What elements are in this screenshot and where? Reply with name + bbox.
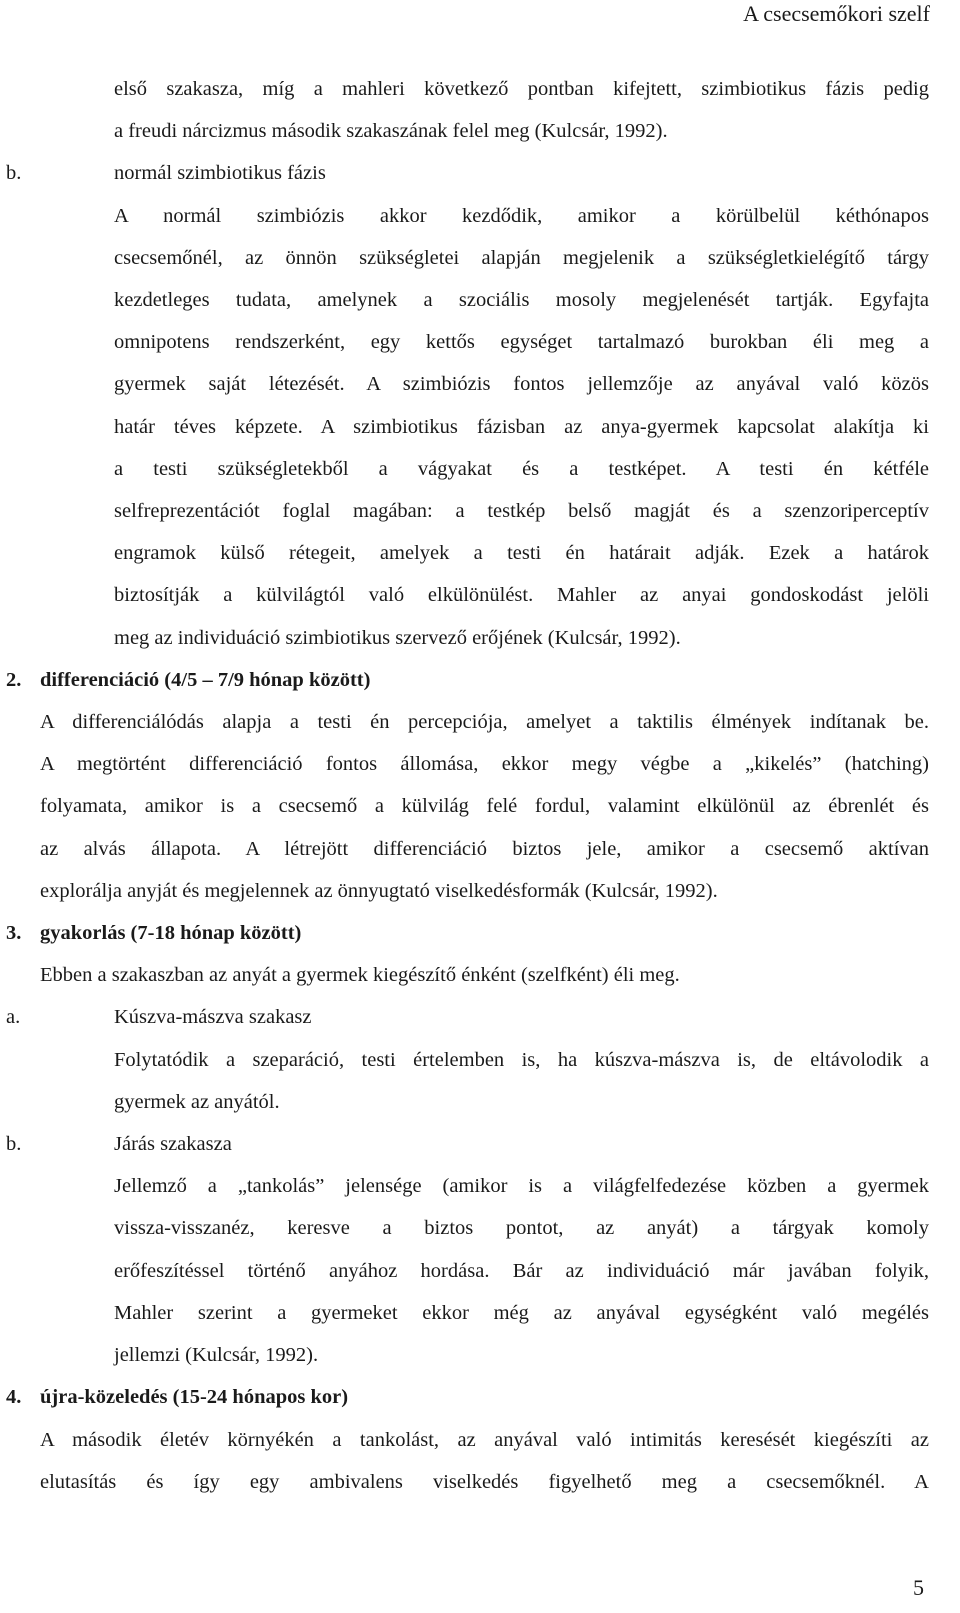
page-body xyxy=(6,68,929,1503)
section-heading-4 xyxy=(6,1376,929,1418)
text-line: elutasítás és így egy ambivalens viselkedés figyelhető meg a csecsemőknél. A xyxy=(40,1470,929,1493)
section-heading-2 xyxy=(6,659,929,701)
subsection-title: normál szimbiotikus fázis xyxy=(114,162,326,185)
text-line: vissza-visszanéz, keresve a biztos pontot, az anyát) a tárgyak komoly xyxy=(114,1217,929,1240)
subsection-title: Járás szakasza xyxy=(114,1133,232,1156)
section-number: 4. xyxy=(6,1386,22,1409)
text-line: jellemzi (Kulcsár, 1992). xyxy=(114,1344,319,1367)
subsection-title: Kúszva-mászva szakasz xyxy=(114,1006,312,1029)
text-line: meg az individuáció szimbiotikus szervező erőjének (Kulcsár, 1992). xyxy=(114,626,681,649)
text-line: folyamata, amikor is a csecsemő a külvilág felé fordul, valamint elkülönül az ébrenlét és xyxy=(40,795,929,818)
text-line: a testi szükségletekből a vágyakat és a testképet. A testi én kétféle xyxy=(114,457,929,480)
text-line: Folytatódik a szeparáció, testi értelemben is, ha kúszva-mászva is, de eltávolodik a xyxy=(114,1048,929,1071)
subsection-heading-b2 xyxy=(6,1123,929,1165)
text-line: határ téves képzete. A szimbiotikus fázisban az anya-gyermek kapcsolat alakítja ki xyxy=(114,415,929,438)
text-line: biztosítják a külvilágtól való elkülönülést. Mahler az anyai gondoskodást jelöli xyxy=(114,584,929,607)
text-line: A megtörtént differenciáció fontos állomása, ekkor megy végbe a „kikelés” (hatching) xyxy=(40,753,929,776)
section-title: differenciáció (4/5 – 7/9 hónap között) xyxy=(40,668,371,691)
subsection-heading-b xyxy=(6,152,929,194)
text-line: A második életév környékén a tankolást, az anyával való intimitás keresését kiegészíti az xyxy=(40,1428,929,1451)
page-number: 5 xyxy=(913,1575,924,1600)
subsection-heading-a xyxy=(6,996,929,1038)
text-line: gyermek saját létezését. A szimbiózis fontos jellemzője az anyával való közös xyxy=(114,373,929,396)
text-line: selfreprezentációt foglal magában: a testkép belső magját és a szenzoriperceptív xyxy=(114,500,929,523)
text-line: A differenciálódás alapja a testi én percepciója, amelyet a taktilis élmények indítanak be. xyxy=(40,711,929,734)
text-line: Jellemző a „tankolás” jelensége (amikor is a világfelfedezése közben a gyermek xyxy=(114,1175,929,1198)
text-line: kezdetleges tudata, amelynek a szociális mosoly megjelenését tartják. Egyfajta xyxy=(114,289,929,312)
text-line: Ebben a szakaszban az anyát a gyermek kiegészítő énként (szelfként) éli meg. xyxy=(40,964,680,987)
running-header: A csecsemőkori szelf xyxy=(743,1,930,26)
text-line: A normál szimbiózis akkor kezdődik, amikor a körülbelül kéthónapos xyxy=(114,204,929,227)
section-heading-3 xyxy=(6,912,929,954)
list-letter: b. xyxy=(6,1133,22,1156)
list-letter: b. xyxy=(6,162,22,185)
text-line: Mahler szerint a gyermeket ekkor még az anyával egységként való megélés xyxy=(114,1301,929,1324)
section-number: 3. xyxy=(6,922,22,945)
text-line: gyermek az anyától. xyxy=(114,1090,280,1113)
text-line: engramok külső rétegeit, amelyek a testi én határait adják. Ezek a határok xyxy=(114,542,929,565)
text-line: explorálja anyját és megjelennek az önnyugtató viselkedésformák (Kulcsár, 1992). xyxy=(40,879,718,902)
text-line: erőfeszítéssel történő anyához hordása. Bár az individuáció már javában folyik, xyxy=(114,1259,929,1282)
text-line: első szakasza, míg a mahleri következő pontban kifejtett, szimbiotikus fázis pedig xyxy=(114,78,929,100)
text-line: csecsemőnél, az önnön szükségletei alapján megjelenik a szükségletkielégítő tárgy xyxy=(114,246,929,269)
section-title: gyakorlás (7-18 hónap között) xyxy=(40,922,302,945)
section-title: újra-közeledés (15-24 hónapos kor) xyxy=(40,1386,349,1409)
list-letter: a. xyxy=(6,1006,21,1029)
text-line: az alvás állapota. A létrejött differenciáció biztos jele, amikor a csecsemő aktívan xyxy=(40,837,929,860)
text-line: a freudi nárcizmus második szakaszának felel meg (Kulcsár, 1992). xyxy=(114,120,668,143)
section-number: 2. xyxy=(6,668,22,691)
text-line: omnipotens rendszerként, egy kettős egységet tartalmazó burokban éli meg a xyxy=(114,331,929,354)
